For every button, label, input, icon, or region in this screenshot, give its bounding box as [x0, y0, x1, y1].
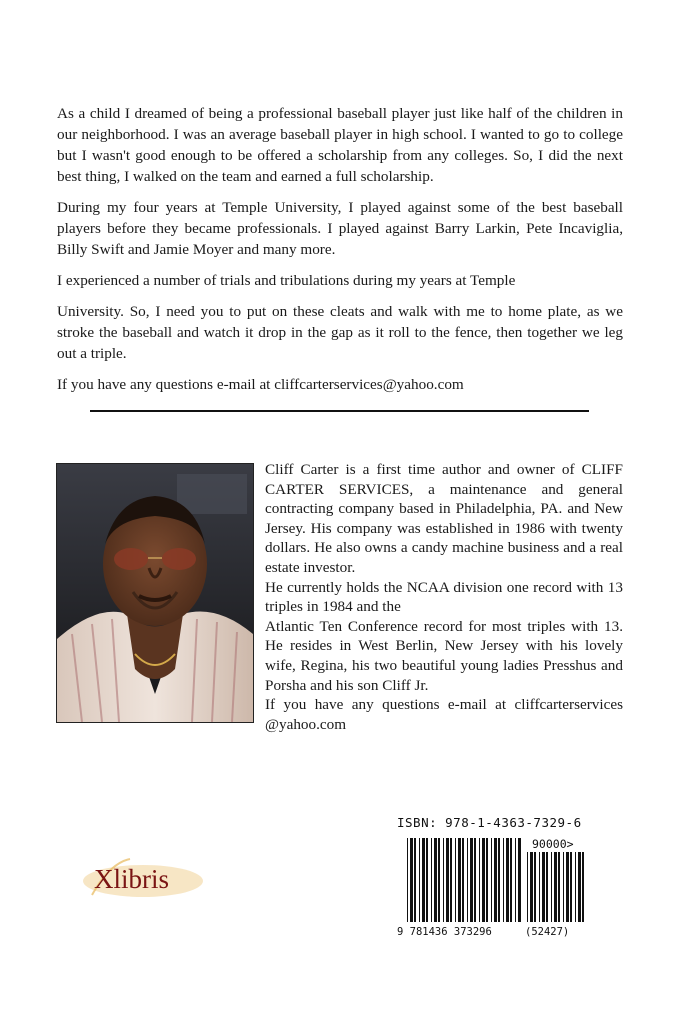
- barcode-bar: [498, 838, 500, 922]
- barcode-bar: [422, 838, 425, 922]
- barcode-bar: [414, 838, 416, 922]
- blurb-contact: If you have any questions e-mail at cliffcarterservices@yahoo.com: [57, 376, 464, 393]
- barcode-bar: [515, 838, 516, 922]
- barcode-bar: [462, 838, 464, 922]
- barcode-bar: [434, 838, 437, 922]
- barcode-bar: [542, 852, 545, 922]
- barcode-bar: [570, 852, 572, 922]
- bio-family: Atlantic Ten Conference record for most triples with 13. He resides in West Berlin, New Jersey with his lovely wife, Regina, his two beautiful young ladies Presshus and Porsha and his son Cliff Jr.: [265, 617, 623, 694]
- barcode-price-code: 90000>: [532, 837, 574, 851]
- barcode-bar: [426, 838, 428, 922]
- bio-contact: If you have any questions e-mail at cliffcarterservices @yahoo.com: [265, 696, 623, 733]
- publisher-logo: [80, 855, 206, 901]
- barcode-addon-bars: [527, 852, 584, 922]
- barcode-bar: [546, 852, 548, 922]
- barcode-bar: [407, 838, 408, 922]
- barcode-bar: [410, 838, 413, 922]
- barcode-bar: [474, 838, 476, 922]
- publisher-name: Xlibris: [94, 864, 170, 894]
- barcode-bar: [455, 838, 456, 922]
- barcode-bar: [566, 852, 569, 922]
- barcode: [397, 836, 587, 938]
- barcode-bar: [482, 838, 485, 922]
- barcode-bar: [582, 852, 584, 922]
- author-bio: [265, 460, 623, 734]
- bio-ncaa-record: He currently holds the NCAA division one record with 13 triples in 1984 and the: [265, 578, 623, 616]
- barcode-bar: [446, 838, 449, 922]
- barcode-bar: [494, 838, 497, 922]
- barcode-extra: (52427): [525, 926, 570, 938]
- barcode-bar: [431, 838, 432, 922]
- barcode-bar: [486, 838, 488, 922]
- barcode-bar: [443, 838, 444, 922]
- barcode-bar: [438, 838, 440, 922]
- barcode-bar: [551, 852, 552, 922]
- barcode-bar: [470, 838, 473, 922]
- blurb-paragraph-childhood: As a child I dreamed of being a professional baseball player just like half of the children in our neighborhood. I was an average baseball player in high school. I wanted to go to college but I wasn't good enough to be offered a scholarship from any colleges. So, I did the next best thing, I walked on the team and earned a full scholarship.: [57, 105, 623, 185]
- barcode-bar: [450, 838, 452, 922]
- barcode-bar: [578, 852, 581, 922]
- barcode-bar: [506, 838, 509, 922]
- barcode-bar: [518, 838, 521, 922]
- barcode-bar: [503, 838, 504, 922]
- barcode-bar: [530, 852, 533, 922]
- back-cover-blurb: [57, 103, 623, 405]
- blurb-paragraph-temple: During my four years at Temple University, I played against some of the best baseball players before they became professionals. I played against Barry Larkin, Pete Incaviglia, Billy Swift and Jamie Moyer and many more.: [57, 199, 623, 258]
- barcode-bar: [575, 852, 576, 922]
- barcode-bar: [563, 852, 564, 922]
- barcode-bar: [510, 838, 512, 922]
- barcode-bar: [419, 838, 420, 922]
- barcode-digits: 9 781436 373296: [397, 926, 492, 938]
- section-divider: [90, 410, 589, 412]
- barcode-bar: [479, 838, 480, 922]
- blurb-paragraph-cleats: University. So, I need you to put on these cleats and walk with me to home plate, as we stroke the baseball and watch it drop in the gap as it roll to the fence, then together we leg out a triple.: [57, 303, 623, 362]
- barcode-bar: [467, 838, 468, 922]
- barcode-bar: [554, 852, 557, 922]
- barcode-bar: [539, 852, 540, 922]
- barcode-bar: [458, 838, 461, 922]
- bio-company: Cliff Carter is a first time author and owner of CLIFF CARTER SERVICES, a maintenance and general contracting company based in Philadelphia, PA. and New Jersey. His company was established in 1986 with twenty dollars. He also owns a candy machine business and a real estate investor.: [265, 461, 623, 576]
- author-photo: [56, 463, 254, 723]
- barcode-bar: [558, 852, 560, 922]
- barcode-bar: [491, 838, 492, 922]
- barcode-bar: [534, 852, 536, 922]
- isbn-label: ISBN: 978-1-4363-7329-6: [397, 815, 582, 830]
- barcode-bar: [527, 852, 528, 922]
- blurb-paragraph-trials: I experienced a number of trials and tribulations during my years at Temple: [57, 272, 516, 289]
- barcode-bars: [407, 838, 521, 922]
